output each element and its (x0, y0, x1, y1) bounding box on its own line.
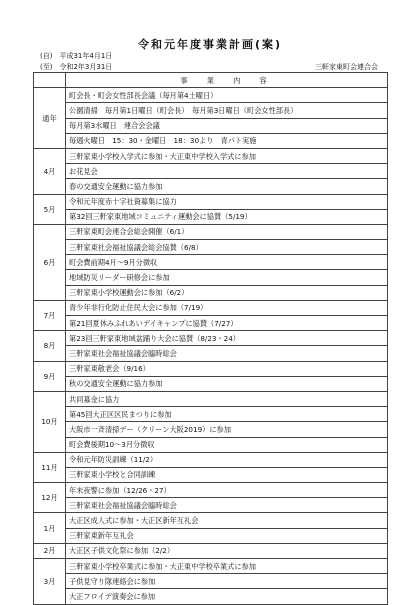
activity-cell: 毎月第3水曜日 連合会会議 (66, 118, 388, 133)
month-cell: 12月 (34, 483, 66, 513)
table-row (34, 559, 388, 574)
table-row (34, 513, 388, 528)
table-row (34, 164, 388, 179)
organization-name: 三軒家東町会連合会 (315, 63, 378, 71)
activity-cell: 春の交通安全運動に協力参加 (66, 179, 388, 194)
table-row (34, 88, 388, 103)
month-cell: 10月 (34, 391, 66, 452)
table-row (34, 255, 388, 270)
month-cell: 7月 (34, 300, 66, 330)
activity-cell: 三軒家東新年互礼会 (66, 528, 388, 543)
month-header-cell (34, 73, 66, 88)
activity-cell: 三軒家東敬老会（9/16） (66, 361, 388, 376)
table-row (34, 300, 388, 315)
activity-cell: 三軒家東小学校と合同訓練 (66, 467, 388, 482)
month-cell: 8月 (34, 331, 66, 361)
table-row (34, 483, 388, 498)
table-row (34, 270, 388, 285)
table-row (34, 422, 388, 437)
activity-cell: 三軒家東社会福祉協議会臨時総会 (66, 346, 388, 361)
table-row (34, 407, 388, 422)
table-row (34, 209, 388, 224)
activity-cell: 三軒家東小学校入学式に参加・大正東中学校入学式に参加 (66, 148, 388, 163)
table-row (34, 148, 388, 163)
activity-cell: 三軒家東社会福祉協議会臨時総会 (66, 498, 388, 513)
activity-cell: 大正区成人式に参加・大正区新年互礼会 (66, 513, 388, 528)
table-row (34, 240, 388, 255)
table-row (34, 376, 388, 391)
table-row (34, 391, 388, 406)
activity-cell: 子供見守り隊連絡会に参加 (66, 574, 388, 589)
table-row (34, 179, 388, 194)
period-to: (至) 令和2年3月31日 (40, 63, 113, 71)
month-cell: 9月 (34, 361, 66, 391)
activity-cell: 大阪市一斉清掃デー（クリーン大阪2019）に参加 (66, 422, 388, 437)
business-plan-table (33, 72, 388, 605)
table-row (34, 346, 388, 361)
activity-cell: 毎週火曜日 15：30・金曜日 18：30より 青パト実施 (66, 133, 388, 148)
activity-cell: 公園清掃 毎月第1日曜日（町会長） 毎月第3日曜日（町会女性部長） (66, 103, 388, 118)
table-row (34, 118, 388, 133)
activity-cell: 第23回三軒家東地域盆踊り大会に協賛（8/23・24） (66, 331, 388, 346)
activity-cell: 三軒家東小学校卒業式に参加・大正東中学校卒業式に参加 (66, 559, 388, 574)
period-from: (自) 平成31年4月1日 (40, 52, 113, 60)
table-row (34, 452, 388, 467)
activity-cell: 秋の交通安全運動に協力参加 (66, 376, 388, 391)
table-row (34, 543, 388, 558)
table-row (34, 528, 388, 543)
table-row (34, 467, 388, 482)
table-row (34, 331, 388, 346)
table-body (34, 88, 388, 604)
activity-cell: お花見会 (66, 164, 388, 179)
activity-cell: 青少年非行化防止住民大会に参加（7/19） (66, 300, 388, 315)
month-cell: 1月 (34, 513, 66, 543)
content-header-cell: 事 業 内 容 (66, 73, 388, 88)
activity-cell: 三軒家東小学校運動会に参加（6/2） (66, 285, 388, 300)
activity-cell: 大正区子供文化祭に参加（2/2） (66, 543, 388, 558)
table-row (34, 437, 388, 452)
table-row (34, 589, 388, 604)
table-row (34, 361, 388, 376)
activity-cell: 第45回大正区区民まつりに参加 (66, 407, 388, 422)
table-row (34, 194, 388, 209)
table-row (34, 285, 388, 300)
activity-cell: 町会費後期10～3月分徴収 (66, 437, 388, 452)
month-cell: 11月 (34, 452, 66, 482)
table-row (34, 103, 388, 118)
table-row (34, 133, 388, 148)
table-row (34, 224, 388, 239)
document-title: 令和元年度事業計画(案) (137, 38, 283, 51)
table-row (34, 316, 388, 331)
activity-cell: 第21回夏休みふれあいデイキャンプに協賛（7/27） (66, 316, 388, 331)
month-cell: 2月 (34, 543, 66, 558)
activity-cell: 町会長・町会女性部長会議（毎月第4土曜日） (66, 88, 388, 103)
activity-cell: 町会費前期4月～9月分徴収 (66, 255, 388, 270)
month-cell: 4月 (34, 148, 66, 194)
activity-cell: 年末夜警に参加（12/26・27） (66, 483, 388, 498)
activity-cell: 第32回三軒家東地域コミュニティ運動会に協賛（5/19） (66, 209, 388, 224)
month-cell: 3月 (34, 559, 66, 605)
activity-cell: 三軒家東社会福祉協議会総会協賛（6/8） (66, 240, 388, 255)
table-header-row (34, 73, 388, 88)
activity-cell: 大正フロイデ演奏会に参加 (66, 589, 388, 604)
activity-cell: 令和元年度赤十字社資募集に協力 (66, 194, 388, 209)
month-cell: 通年 (34, 88, 66, 149)
activity-cell: 地域防災リーダー研修会に参加 (66, 270, 388, 285)
month-cell: 6月 (34, 224, 66, 300)
activity-cell: 共同募金に協力 (66, 391, 388, 406)
activity-cell: 令和元年防災訓練（11/2） (66, 452, 388, 467)
activity-cell: 三軒家東町会連合会総会開催（6/1） (66, 224, 388, 239)
month-cell: 5月 (34, 194, 66, 224)
table-row (34, 498, 388, 513)
table-row (34, 574, 388, 589)
